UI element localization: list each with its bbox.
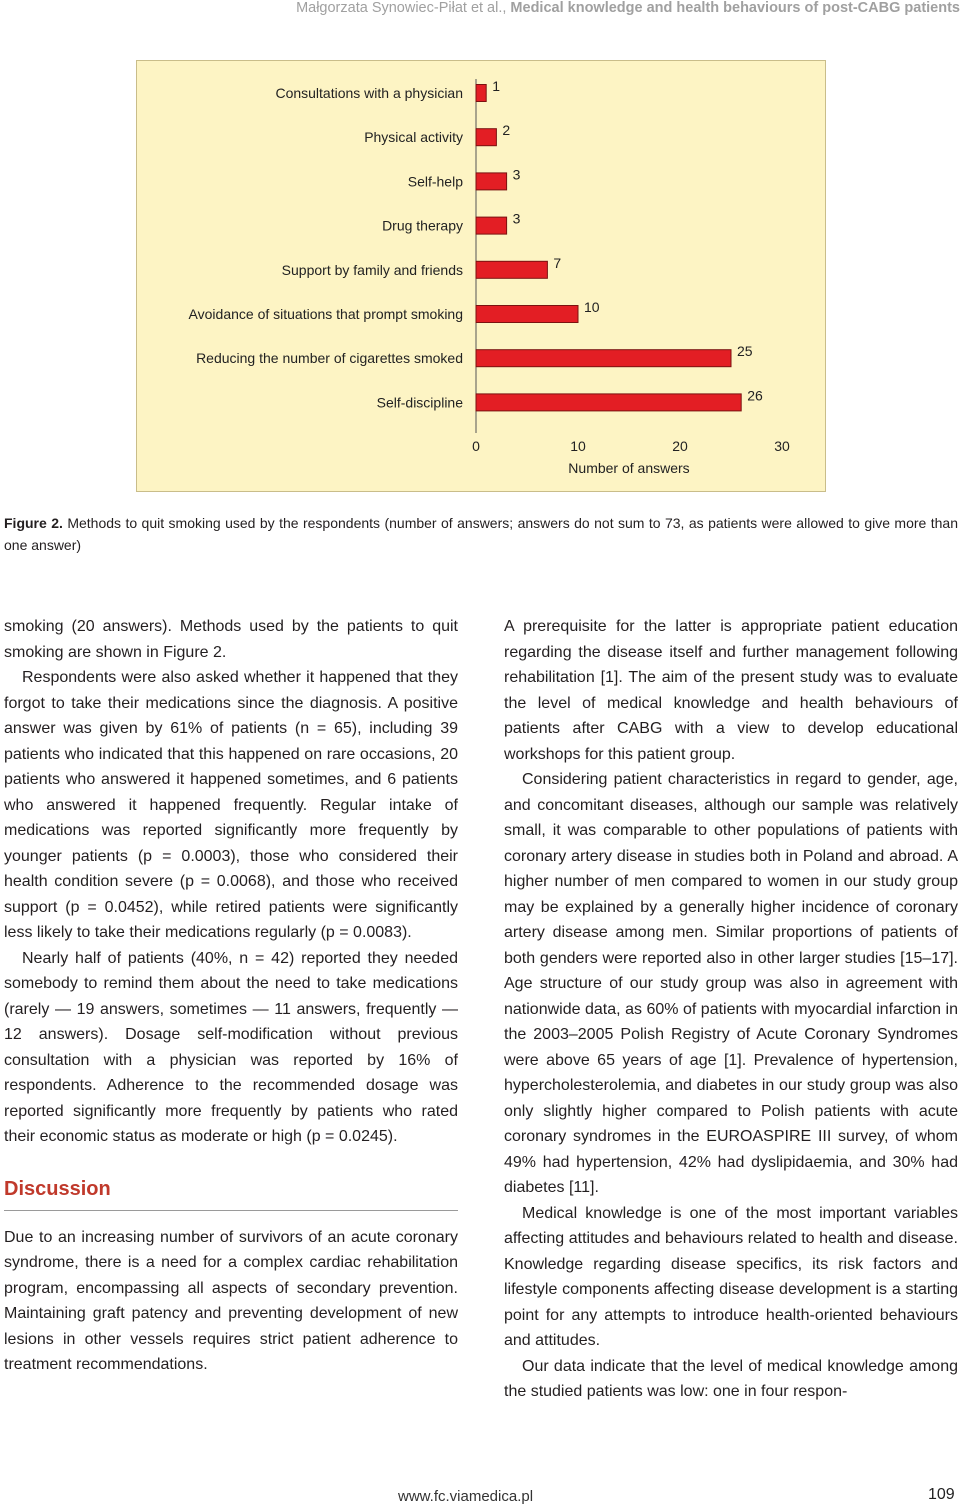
right-paragraph-3: Medical knowledge is one of the most important variables affecting attitudes and behaviours related to health and disease. Knowledge regarding disease specifics, its risk factors and lifestyle components affecting disease development is a starting point for any attempts to introduce health-oriented behaviours and attitudes. — [504, 1204, 958, 1349]
x-tick-label: 0 — [472, 438, 480, 454]
caption-text: Methods to quit smoking used by the respondents (number of answers; answers do not sum to 73, as patients were allowed to give more than one answer) — [4, 515, 958, 553]
data-label: 3 — [512, 210, 521, 227]
data-label: 25 — [737, 343, 753, 360]
bar — [476, 306, 578, 323]
bar — [476, 85, 486, 102]
bar — [476, 261, 547, 278]
category-label: Self-help — [407, 173, 463, 190]
right-column — [504, 614, 958, 1405]
discussion-heading: Discussion — [4, 1176, 458, 1211]
right-paragraph-2: Considering patient characteristics in regard to gender, age, and concomitant diseases, although our sample was relatively small, it was comparable to other populations of patients with coronary artery disease in studies both in Poland and abroad. A higher number of men compared to women in our study group may be explained by a generally higher incidence of coronary artery disease among men. Similar proportions of patients of both genders were reported also in other larger studies [15–17]. Age structure of our study group was also in agreement with nationwide data, as 60% of patients with myocardial infarction in the 2003–2005 Polish Registry of Acute Coronary Syndromes were above 65 years of age [1]. Prevalence of hypertension, hypercholesterolemia, and diabetes in our study group was also only slightly higher compared to Polish patients with acute coronary syndromes in the EUROASPIRE III survey, of whom 49% had hypertension, 42% had dyslipidaemia, and 30% had diabetes [11]. — [504, 771, 958, 1196]
category-label: Consultations with a physician — [275, 85, 463, 101]
figure-chart — [136, 60, 826, 492]
header-authors: Małgorzata Synowiec-Piłat et al., — [296, 0, 507, 16]
category-label: Support by family and friends — [281, 261, 463, 278]
left-column — [4, 614, 458, 1378]
data-label: 26 — [747, 387, 763, 404]
bar — [476, 394, 741, 411]
data-label: 2 — [502, 122, 511, 139]
bar — [476, 350, 731, 367]
bar-chart — [137, 61, 825, 491]
caption-label: Figure 2. — [4, 515, 63, 531]
category-label: Physical activity — [364, 129, 463, 146]
x-axis-title: Number of answers — [568, 460, 690, 476]
data-label: 7 — [553, 254, 562, 271]
bar — [476, 129, 496, 146]
x-tick-label: 30 — [774, 438, 790, 454]
right-paragraph-1: A prerequisite for the latter is appropriate patient education regarding the disease itself and further management following rehabilitation [1]. The aim of the present study was to evaluate the level of medical knowledge and health behaviours of patients after CABG with a view to develop educational workshops for this patient group. — [504, 618, 958, 763]
figure-caption — [4, 512, 958, 556]
data-label: 10 — [584, 299, 600, 315]
bar — [476, 217, 507, 234]
category-label: Self-discipline — [376, 394, 463, 411]
bar — [476, 173, 507, 190]
right-paragraph-4: Our data indicate that the level of medical knowledge among the studied patients was low: one in four respon- — [504, 1357, 958, 1400]
page-number: 109 — [928, 1486, 955, 1503]
category-label: Reducing the number of cigarettes smoked — [196, 350, 463, 367]
left-paragraph-1: smoking (20 answers). Methods used by the patients to quit smoking are shown in Figure 2. — [4, 618, 458, 661]
left-paragraph-2: Respondents were also asked whether it happened that they forgot to take their medications since the diagnosis. A positive answer was given by 61% of patients (n = 65), including 39 patients who indicated that this happened on rare occasions, 20 patients who answered it happened sometimes, and 6 patients who answered it happened frequently. Regular intake of medications was reported significantly more frequently by younger patients (p = 0.0003), those who considered their health condition severe (p = 0.0068), and those who received support (p = 0.0452), while retired patients were significantly less likely to take their medications regularly (p = 0.0083). — [4, 669, 458, 941]
x-tick-label: 20 — [672, 438, 688, 454]
footer-url: www.fc.viamedica.pl — [398, 1488, 534, 1505]
data-label: 3 — [512, 166, 521, 183]
category-label: Avoidance of situations that prompt smoking — [188, 306, 463, 322]
data-label: 1 — [492, 78, 500, 94]
running-header — [0, 0, 960, 22]
left-paragraph-4: Due to an increasing number of survivors of an acute coronary syndrome, there is a need for a complex cardiac rehabilitation program, encompassing all aspects of secondary prevention. Maintaining graft patency and preventing development of new lesions in other vessels requires strict patient adherence to treatment recommendations. — [4, 1228, 458, 1373]
category-label: Drug therapy — [382, 217, 463, 234]
x-tick-label: 10 — [570, 438, 586, 454]
left-paragraph-3: Nearly half of patients (40%, n = 42) reported they needed somebody to remind them about the need to take medications (rarely — 19 answers, sometimes — 11 answers, frequently — 12 answers). Dosage self-modification without previous consultation with a physician was reported by 16% of respondents. Adherence to the recommended dosage was reported significantly more frequently by patients who rated their economic status as moderate or high (p = 0.0245). — [4, 949, 458, 1145]
header-title: Medical knowledge and health behaviours of post-CABG patients — [506, 0, 960, 16]
